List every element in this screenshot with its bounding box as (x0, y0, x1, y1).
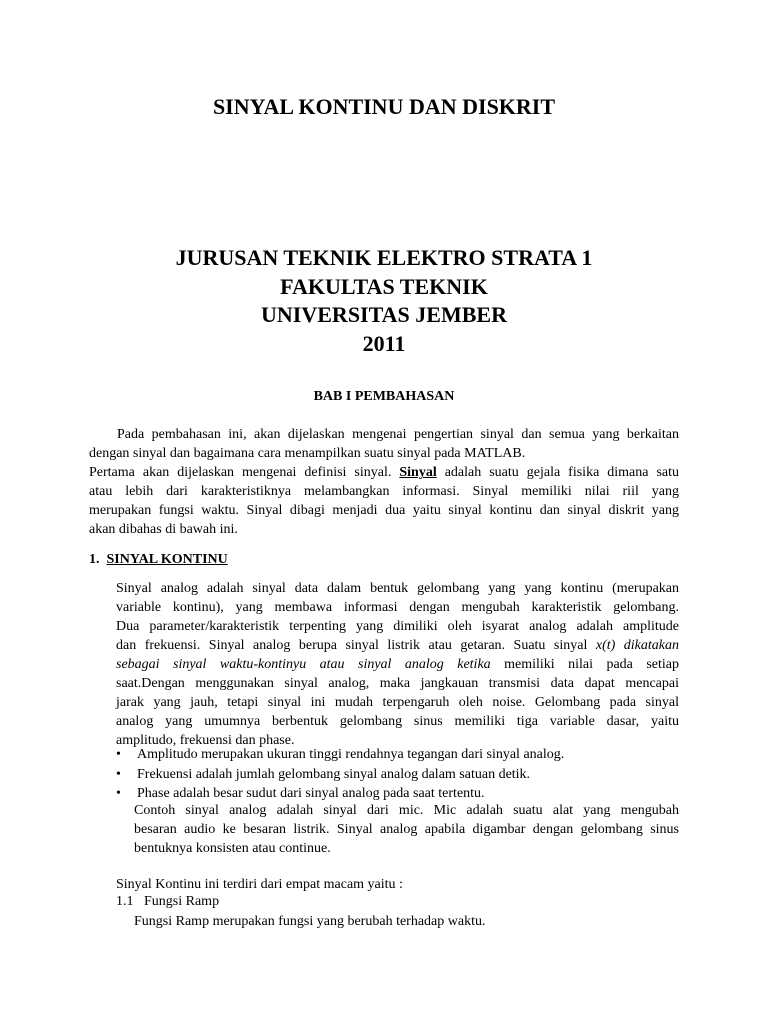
section-line: saat.Dengan menggunakan sinyal analog, maka jangkauan transmisi data dapat mencapai (116, 676, 679, 691)
section-line (116, 655, 679, 674)
section-title: SINYAL KONTINU (106, 552, 228, 567)
year-line: 2011 (362, 330, 406, 356)
bullet-icon: • (116, 767, 121, 782)
section-line: jarak yang jauh, tetapi sinyal ini mudah terpengaruh oleh noise. Gelombang pada sinyal (116, 695, 679, 710)
section-number: 1. (89, 552, 100, 567)
example-paragraph (134, 801, 679, 858)
list-item-text: Frekuensi adalah jumlah gelombang sinyal analog dalam satuan detik. (137, 767, 531, 782)
section-heading (89, 551, 228, 569)
bullet-icon: • (116, 747, 121, 762)
faculty-line: FAKULTAS TEKNIK (280, 273, 488, 299)
intro-text: Pertama akan dijelaskan mengenai definisi sinyal. (89, 465, 392, 480)
section-line: variable kontinu), yang membawa informasi dengan mengubah karakteristik gelombang. (116, 600, 679, 615)
section-line: Sinyal analog adalah sinyal data dalam bentuk gelombang yang yang kontinu (merupakan (116, 581, 679, 596)
intro-line: akan dibahas di bawah ini. (89, 522, 238, 537)
intro-line: dengan sinyal dan bagaimana cara menampilkan suatu sinyal pada MATLAB. (89, 446, 526, 461)
section-line: Dua parameter/karakteristik terpenting yang dimiliki oleh isyarat analog adalah amplitude (116, 619, 679, 634)
intro-line: Pada pembahasan ini, akan dijelaskan mengenai pengertian sinyal dan semua yang berkaitan (117, 427, 679, 442)
university-line: UNIVERSITAS JEMBER (261, 302, 507, 327)
department-line: JURUSAN TEKNIK ELEKTRO STRATA 1 (175, 245, 593, 270)
institution-block (0, 244, 768, 358)
example-line: Contoh sinyal analog adalah sinyal dari mic. Mic adalah suatu alat yang mengubah (134, 803, 679, 818)
section-text: memiliki nilai pada setiap (504, 657, 679, 672)
subsection-number: 1.1 (116, 894, 134, 909)
intro-paragraph (89, 425, 679, 539)
list-item (116, 745, 686, 764)
bullet-list (116, 745, 686, 803)
list-item (116, 765, 686, 784)
bullet-icon: • (116, 786, 121, 801)
math-expression: x(t) dikatakan (595, 638, 680, 653)
subsection-text: Fungsi Ramp merupakan fungsi yang berubah terhadap waktu. (134, 914, 486, 929)
example-line: besaran audio ke besaran listrik. Sinyal analog apabila digambar dengan gelombang sinus (134, 822, 679, 837)
intro-text: adalah suatu gejala fisika dimana satu (444, 465, 680, 480)
subsection-heading (116, 893, 219, 911)
types-intro: Sinyal Kontinu ini terdiri dari empat macam yaitu : (116, 877, 403, 892)
italic-definition: sebagai sinyal waktu-kontinyu atau sinyal analog ketika (116, 657, 491, 672)
section-paragraph (116, 579, 679, 750)
document-title: SINYAL KONTINU DAN DISKRIT (212, 94, 556, 119)
list-item-text: Phase adalah besar sudut dari sinyal analog pada saat tertentu. (137, 786, 485, 801)
intro-line: merupakan fungsi waktu. Sinyal dibagi menjadi dua yaitu sinyal kontinu dan sinyal diskrit yang (89, 503, 679, 518)
section-line: amplitudo, frekuensi dan phase. (116, 733, 295, 748)
intro-line: atau lebih dari karakteristiknya melambangkan informasi. Sinyal memiliki nilai riil yang (89, 484, 679, 499)
section-line: analog yang umumnya berbentuk gelombang sinus memiliki tiga variable dasar, yaitu (116, 714, 679, 729)
chapter-heading: BAB I PEMBAHASAN (313, 389, 455, 404)
term-sinyal: Sinyal (399, 465, 437, 480)
subsection-title: Fungsi Ramp (144, 894, 220, 909)
example-line: bentuknya konsisten atau continue. (134, 841, 331, 856)
list-item-text: Amplitudo merupakan ukuran tinggi rendahnya tegangan dari sinyal analog. (137, 747, 565, 762)
intro-line (89, 463, 679, 482)
section-text: dan frekuensi. Sinyal analog berupa sinyal listrik atau getaran. Suatu sinyal (116, 638, 588, 653)
section-line (116, 636, 679, 655)
